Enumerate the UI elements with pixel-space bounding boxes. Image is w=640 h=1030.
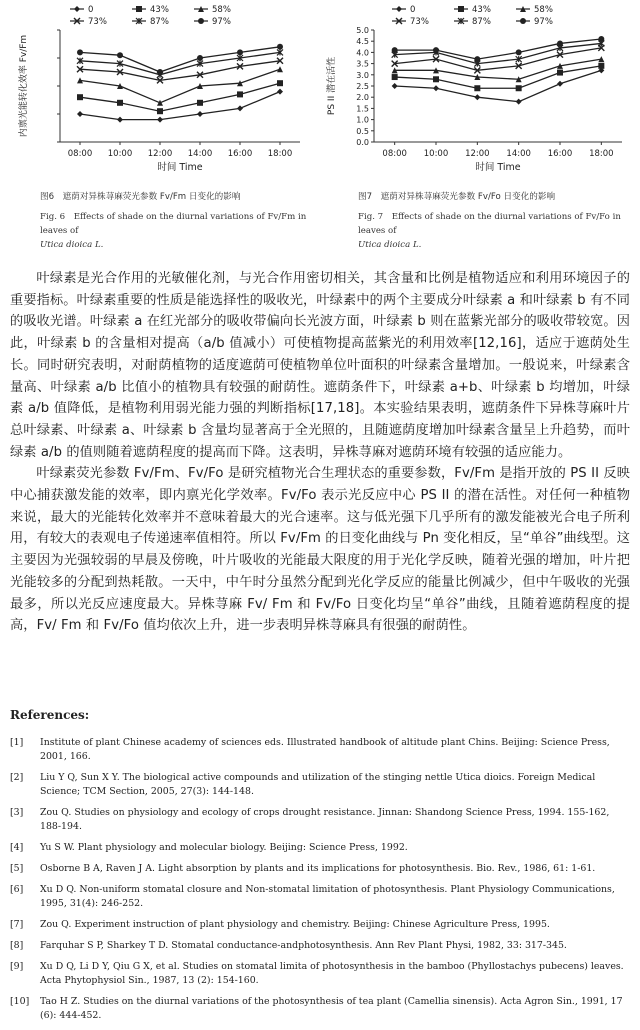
data-point — [157, 108, 163, 114]
data-point — [474, 94, 480, 100]
caption-cn: 图7 遮荫对异株荨麻荧光参数 Fv/Fo 日变化的影响 — [358, 192, 556, 202]
data-point — [77, 94, 83, 100]
x-tick-label: 14:00 — [506, 149, 531, 159]
x-tick-label: 18:00 — [589, 149, 614, 159]
data-point — [197, 55, 203, 61]
data-point — [520, 18, 526, 24]
y-tick-label: 5.0 — [356, 26, 369, 35]
y-tick-label: 0.0 — [356, 138, 369, 147]
data-point — [516, 99, 522, 105]
reference-item — [10, 862, 632, 876]
y-tick-label: 4.0 — [356, 48, 369, 58]
reference-number: [4] — [10, 842, 24, 853]
x-tick-label: 10:00 — [107, 149, 133, 159]
data-point — [396, 6, 402, 12]
body-text — [10, 268, 630, 637]
data-point — [237, 49, 243, 55]
legend-label: 73% — [88, 17, 107, 27]
series-line — [80, 83, 280, 111]
legend-label: 97% — [212, 17, 231, 27]
legend-label: 87% — [472, 17, 491, 27]
series-line — [80, 47, 280, 72]
reference-text: Xu D Q. Non-uniform stomatal closure and Non-stomatal limitation of photosynthesis. Plant Physiology Communications, 1995, 31(4): 246-252. — [40, 884, 615, 909]
data-point — [157, 100, 163, 106]
reference-text: Xu D Q, Li D Y, Qiu G X, et al. Studies on stomatal limita of photosynthesis in the bamboo (Phyllostachys pubecens) leaves. Acta Phytophysiol Sin., 1987, 13 (2): 154-160. — [40, 961, 624, 986]
paragraph: 叶绿素荧光参数 Fv/Fm、Fv/Fo 是研究植物光合生理状态的重要参数，Fv/Fm 是指开放的 PS II 反映中心捕获激发能的效率，即内禀光化学效率。Fv/Fo 表示光反应中心 PS II 的潜在活性。对任何一种植物来说，最大的光能转化效率并不意味着最大的光合速率。这与低光强下几乎所有的激发能被光合电子所利用，有较大的表观电子传递速率值相符。所以 Fv/Fm 的日变化曲线与 Pn 变化相反，呈“单谷”曲线型。这主要因为光强较弱的早晨及傍晚，叶片吸收的光能最大限度的用于光化学反映，随着光强的增加，叶片把光能较多的分配到热耗散。一天中，中午时分虽然分配到光化学反应的能量比例减少，但中午吸收的光强最多，所以光反应速度最大。异株荨麻 Fv/ Fm 和 Fv/Fo 日变化均呈“单谷”曲线，且随着遮荫程度的提高，Fv/ Fm 和 Fv/Fo 值均依次上升，进一步表明异株荨麻具有很强的耐荫性。 — [10, 466, 630, 634]
reference-item — [10, 771, 632, 799]
data-point — [277, 44, 283, 50]
data-point — [117, 52, 123, 58]
data-point — [433, 76, 439, 82]
legend-item — [70, 5, 93, 15]
reference-number: [2] — [10, 772, 24, 783]
reference-number: [5] — [10, 863, 24, 874]
reference-item — [10, 883, 632, 911]
x-tick-label: 08:00 — [67, 149, 93, 159]
legend-item — [132, 5, 169, 15]
legend-item — [392, 5, 415, 15]
x-tick-label: 16:00 — [547, 149, 573, 159]
reference-number: [6] — [10, 884, 24, 895]
data-point — [557, 81, 563, 87]
data-point — [433, 47, 439, 53]
reference-text: Zou Q. Experiment instruction of plant physiology and chemistry. Beijing: Chinese Agriculture Press, 1995. — [40, 919, 550, 930]
data-point — [392, 74, 398, 80]
legend-label: 0 — [88, 5, 94, 15]
y-tick-label: 0.5 — [356, 126, 369, 136]
paragraph: 叶绿素是光合作用的光敏催化剂，与光合作用密切相关，其含量和比例是植物适应和利用环境因子的重要指标。叶绿素重要的性质是能选择性的吸收光，叶绿素中的两个主要成分叶绿素 a 和叶绿素 b 有不同的吸收光谱。叶绿素 a 在红光部分的吸收带偏向长光波方面，叶绿素 b 则在蓝紫光部分的吸收带较宽。因此，叶绿素 b 的含量相对提高（a/b 值减小）可使植物提高蓝紫光的利用效率[12,16]，适应于遮荫处生长。同时研究表明，对耐荫植物的适度遮荫可使植物单位叶面积的叶绿素含量增加。一般说来，叶绿素含量高、叶绿素 a/b 比值小的植物具有较强的耐荫性。遮荫条件下，叶绿素 a+b、叶绿素 b 均增加，叶绿素 a/b 值降低，是植物利用弱光能力强的判断指标[17,18]。本实验结果表明，遮荫条件下异株荨麻叶片总叶绿素、叶绿素 a、叶绿素 b 含量均显著高于全光照的，且随遮荫度增加叶绿素含量呈上升趋势，而叶绿素 a/b 的值则随着遮荫程度的提高而下降。这表明，异株荨麻对遮荫环境有较强的适应能力。 — [10, 271, 630, 460]
caption-en-2: Utica dioica L. — [40, 240, 104, 250]
data-point — [598, 63, 604, 69]
x-tick-label: 16:00 — [227, 149, 253, 159]
caption-cn: 图6 遮荫对异株荨麻荧光参数 Fv/Fm 日变化的影响 — [40, 192, 241, 202]
series-line — [395, 48, 602, 70]
data-point — [117, 100, 123, 106]
fv-fo-chart — [322, 0, 640, 190]
reference-item — [10, 960, 632, 988]
reference-item — [10, 995, 632, 1023]
x-tick-label: 14:00 — [187, 149, 213, 159]
y-tick-label: 1.0 — [356, 115, 369, 125]
data-point — [77, 49, 83, 55]
legend-item — [392, 17, 429, 27]
data-point — [277, 89, 283, 95]
legend-item — [454, 17, 491, 27]
reference-item — [10, 736, 632, 764]
caption-en-2: Utica dioica L. — [358, 240, 422, 250]
figure-6 — [0, 0, 318, 265]
data-point — [474, 56, 480, 62]
x-tick-label: 12:00 — [147, 149, 173, 159]
series-line — [80, 69, 280, 103]
data-point — [157, 117, 163, 123]
legend-label: 73% — [410, 17, 429, 27]
fv-fm-chart — [0, 0, 318, 190]
x-tick-label: 18:00 — [267, 149, 293, 159]
x-axis-label: 时间 Time — [475, 162, 521, 173]
x-tick-label: 08:00 — [382, 149, 407, 159]
data-point — [516, 49, 522, 55]
reference-item — [10, 918, 632, 932]
legend-item — [70, 17, 107, 27]
reference-text: Tao H Z. Studies on the diurnal variations of the photosynthesis of tea plant (Camellia sinensis). Acta Agron Sin., 1991, 17 (6): 444-452. — [40, 996, 623, 1021]
reference-text: Yu S W. Plant physiology and molecular biology. Beijing: Science Press, 1992. — [40, 842, 408, 853]
legend-item — [516, 5, 553, 15]
data-point — [237, 91, 243, 97]
data-point — [433, 85, 439, 91]
data-point — [74, 6, 80, 12]
data-point — [516, 85, 522, 91]
caption-en: Fig. 6 Effects of shade on the diurnal variations of Fv/Fm in leaves of — [40, 212, 307, 236]
x-tick-label: 12:00 — [465, 149, 490, 159]
legend-item — [132, 17, 169, 27]
y-tick-label: 1.5 — [356, 104, 369, 114]
data-point — [458, 6, 464, 12]
reference-item — [10, 939, 632, 953]
y-tick-label: 2.5 — [356, 82, 369, 91]
data-point — [197, 111, 203, 117]
reference-number: [9] — [10, 961, 24, 972]
data-point — [136, 6, 142, 12]
reference-text: Osborne B A, Raven J A. Light absorption by plants and its implications for photosynthesis. Bio. Rev., 1986, 61: 1-61. — [40, 863, 596, 874]
figure-7-caption — [358, 190, 633, 252]
reference-text: Farquhar S P, Sharkey T D. Stomatal conductance-andphotosynthesis. Ann Rev Plant Physi, 1982, 33: 317-345. — [40, 940, 567, 951]
legend-item — [194, 17, 231, 27]
y-tick-label: 4.5 — [356, 37, 369, 47]
reference-number: [3] — [10, 807, 24, 818]
data-point — [392, 83, 398, 89]
reference-item — [10, 841, 632, 855]
series-line — [395, 59, 602, 79]
reference-number: [10] — [10, 996, 30, 1007]
data-point — [598, 36, 604, 42]
series-line — [395, 66, 602, 88]
data-point — [557, 70, 563, 76]
figure-6-caption — [40, 190, 310, 252]
series-line — [80, 61, 280, 81]
reference-item — [10, 806, 632, 834]
data-point — [474, 85, 480, 91]
legend-item — [516, 17, 553, 27]
legend-item — [454, 5, 491, 15]
reference-number: [7] — [10, 919, 24, 930]
x-tick-label: 10:00 — [423, 149, 449, 159]
caption-en: Fig. 7 Effects of shade on the diurnal variations of Fv/Fo in leaves of — [358, 212, 621, 236]
legend-label: 0 — [410, 5, 416, 15]
reference-number: [1] — [10, 737, 24, 748]
series-line — [395, 39, 602, 59]
reference-number: [8] — [10, 940, 24, 951]
data-point — [237, 105, 243, 111]
data-point — [198, 18, 204, 24]
legend-label: 97% — [534, 17, 553, 27]
y-tick-label: 2.0 — [356, 93, 369, 103]
references-heading: References: — [10, 708, 90, 722]
legend-label: 43% — [472, 5, 491, 15]
data-point — [197, 100, 203, 106]
data-point — [157, 69, 163, 75]
y-tick-label: 3.5 — [356, 59, 369, 69]
x-axis-label: 时间 Time — [157, 162, 203, 173]
data-point — [277, 80, 283, 86]
legend-label: 58% — [534, 5, 553, 15]
reference-text: Institute of plant Chinese academy of sciences eds. Illustrated handbook of altitude plant Chins. Beijing: Science Press, 2001, 166. — [40, 737, 610, 762]
data-point — [117, 117, 123, 123]
data-point — [392, 47, 398, 53]
data-point — [77, 111, 83, 117]
legend-label: 58% — [212, 5, 231, 15]
legend-label: 43% — [150, 5, 169, 15]
reference-text: Liu Y Q, Sun X Y. The biological active compounds and utilization of the stinging nettle Utica dioics. Foreign Medical Science; TCM Section, 2005, 27(3): 144-148. — [40, 772, 596, 797]
figure-7 — [322, 0, 640, 265]
data-point — [557, 40, 563, 46]
data-point — [277, 66, 283, 72]
references-list — [10, 736, 632, 1030]
reference-text: Zou Q. Studies on physiology and ecology of crops drought resistance. Jinnan: Shandong Science Press, 1994. 155-162, 188-194. — [40, 807, 610, 832]
legend-label: 87% — [150, 17, 169, 27]
y-axis-label: PS II 潜在活性 — [327, 56, 337, 116]
series-line — [395, 70, 602, 101]
series-line — [80, 92, 280, 120]
y-axis-label: 内禀光能转化效率 Fv/Fm — [19, 34, 29, 138]
y-tick-label: 3.0 — [356, 70, 369, 80]
legend-item — [194, 5, 231, 15]
